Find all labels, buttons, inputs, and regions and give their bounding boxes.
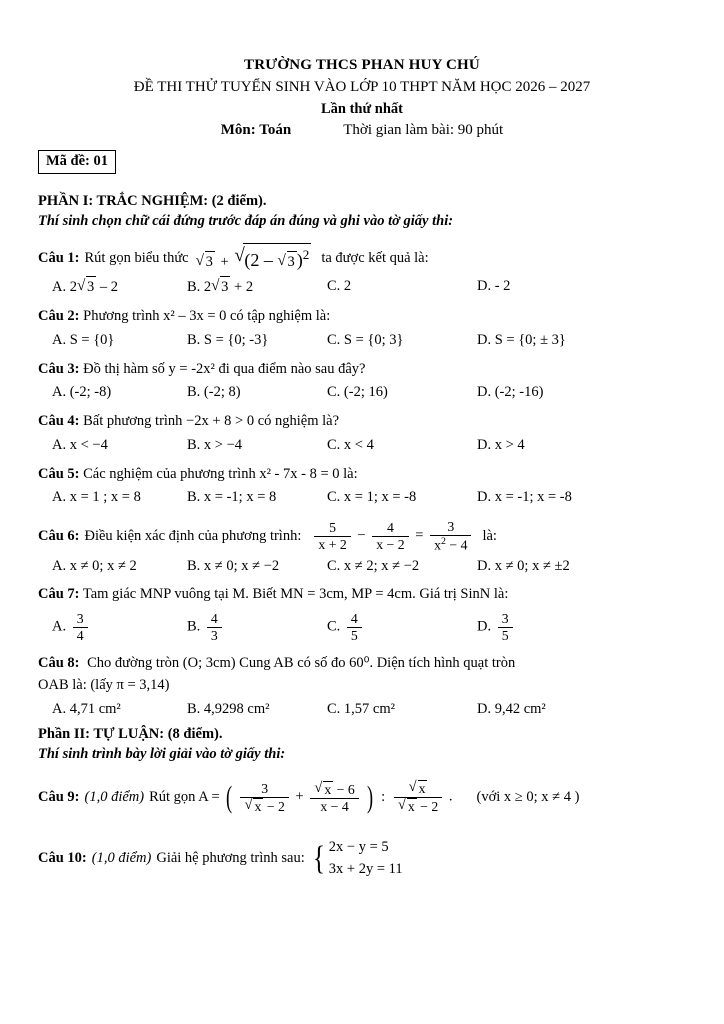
question-6-expression: $\frac{5}{x + 2}$ − $\frac{4}{x - 2}$ = $\frac{3}{x^2 - 4}$ xyxy=(311,519,474,553)
question-9-expression: ( 3 √ x − 2 + √ $\frac{x - 6}{x - 4}$ ) : √ x √ x − 2 . xyxy=(224,780,453,815)
question-3-text: Đồ thị hàm số y = -2x² đi qua điểm nào sau đây? xyxy=(83,360,366,377)
question-9 xyxy=(38,780,686,815)
question-4 xyxy=(38,411,686,433)
question-3 xyxy=(38,359,686,381)
question-8-option-a[interactable]: A. 4,71 cm² xyxy=(52,700,121,717)
question-7-option-b[interactable]: B. $\frac{4}{3}$ xyxy=(187,611,327,644)
question-1-option-d[interactable]: D. - 2 xyxy=(477,278,511,295)
question-6-option-c[interactable]: C. x ≠ 2; x ≠ −2 xyxy=(327,557,420,574)
question-4-option-d[interactable]: D. x > 4 xyxy=(477,436,525,453)
question-3-options xyxy=(38,382,686,404)
question-6-option-b[interactable]: B. x ≠ 0; x ≠ −2 xyxy=(187,557,280,574)
question-6-option-a[interactable]: A. x ≠ 0; x ≠ 2 xyxy=(52,557,137,574)
question-3-option-d[interactable]: D. (-2; -16) xyxy=(477,384,544,401)
duration-label: Thời gian làm bài: 90 phút xyxy=(343,121,504,138)
question-7-options xyxy=(38,608,686,646)
question-7-text: Tam giác MNP vuông tại M. Biết MN = 3cm, MP = 4cm. Giá trị SinN là: xyxy=(82,586,509,603)
question-10-label: Câu 10: xyxy=(38,849,87,866)
question-8-option-c[interactable]: C. 1,57 cm² xyxy=(327,700,395,717)
question-2-label: Câu 2: xyxy=(38,308,80,325)
question-2-option-c[interactable]: C. S = {0; 3} xyxy=(327,331,404,348)
question-6-option-d[interactable]: D. x ≠ 0; x ≠ ±2 xyxy=(477,557,570,574)
question-5-option-b[interactable]: B. x = -1; x = 8 xyxy=(187,489,277,506)
part2-instruction: Thí sinh trình bày lời giải vào tờ giấy thi: xyxy=(38,746,286,763)
question-5-option-c[interactable]: C. x = 1; x = -8 xyxy=(327,489,417,506)
question-5 xyxy=(38,464,686,486)
question-2-option-d[interactable]: D. S = {0; ± 3} xyxy=(477,331,566,348)
question-3-option-c[interactable]: C. (-2; 16) xyxy=(327,384,388,401)
question-5-text: Các nghiệm của phương trình x² - 7x - 8 = 0 là: xyxy=(83,465,358,482)
question-8-text-line2-wrap xyxy=(38,675,686,697)
question-1-option-c[interactable]: C. 2 xyxy=(327,278,352,295)
exam-code: Mã đề: 01 xyxy=(38,150,116,174)
question-8-text-line1: Cho đường tròn (O; 3cm) Cung AB có số đo 60⁰. Diện tích hình quạt tròn xyxy=(87,655,516,672)
question-8-option-d[interactable]: D. 9,42 cm² xyxy=(477,700,546,717)
question-10-text: Giải hệ phương trình sau: xyxy=(156,849,305,866)
question-8-options xyxy=(38,699,686,721)
question-2 xyxy=(38,306,686,328)
question-4-option-b[interactable]: B. x > −4 xyxy=(187,436,243,453)
question-1-options xyxy=(38,276,686,299)
question-8-label: Câu 8: xyxy=(38,655,80,672)
question-2-option-b[interactable]: B. S = {0; -3} xyxy=(187,331,269,348)
question-1-option-b[interactable]: B. 2 √ 3 + 2 xyxy=(187,276,327,299)
system-equation-1: 2x − y = 5 xyxy=(328,838,389,855)
question-1-text-before: Rút gọn biểu thức xyxy=(84,250,189,266)
question-4-option-a[interactable]: A. x < −4 xyxy=(52,436,108,453)
question-1-expression: √ 3 + √ (2 – √ 3 )$^2$ xyxy=(196,243,312,274)
question-7-option-a[interactable]: A. $\frac{3}{4}$ xyxy=(52,611,187,644)
question-3-option-b[interactable]: B. (-2; 8) xyxy=(187,384,241,401)
school-name: TRƯỜNG THCS PHAN HUY CHÚ xyxy=(244,57,480,73)
question-10 xyxy=(38,837,686,881)
question-5-option-d[interactable]: D. x = -1; x = -8 xyxy=(477,489,572,506)
question-9-points: (1,0 điểm) xyxy=(84,788,145,805)
question-1 xyxy=(38,243,686,274)
question-4-label: Câu 4: xyxy=(38,413,80,430)
question-5-label: Câu 5: xyxy=(38,465,80,482)
question-5-options xyxy=(38,487,686,509)
question-6-text-after: là: xyxy=(482,527,497,544)
question-8-option-b[interactable]: B. 4,9298 cm² xyxy=(187,700,270,717)
exam-title: ĐỀ THI THỬ TUYỂN SINH VÀO LỚP 10 THPT NĂM HỌC 2026 – 2027 xyxy=(133,78,591,95)
question-2-options xyxy=(38,330,686,352)
question-7-label: Câu 7: xyxy=(38,586,80,603)
question-2-option-a[interactable]: A. S = {0} xyxy=(52,331,115,348)
part2-title: Phần II: TỰ LUẬN: (8 điểm). xyxy=(38,726,223,743)
question-6-text-before: Điều kiện xác định của phương trình: xyxy=(84,527,302,544)
exam-round: Lần thứ nhất xyxy=(320,100,404,117)
part1-instruction: Thí sinh chọn chữ cái đứng trước đáp án đúng và ghi vào tờ giấy thi: xyxy=(38,213,454,230)
question-1-label: Câu 1: xyxy=(38,250,80,266)
exam-code-wrapper xyxy=(38,141,686,174)
part1-title: PHẦN I: TRẮC NGHIỆM: (2 điểm). xyxy=(38,193,267,210)
question-1-text-after: ta được kết quả là: xyxy=(321,250,429,266)
question-3-option-a[interactable]: A. (-2; -8) xyxy=(52,384,112,401)
question-10-system xyxy=(311,837,403,881)
question-6 xyxy=(38,519,686,553)
question-1-option-a[interactable]: A. 2 √ 3 – 2 xyxy=(52,276,187,299)
subject-duration xyxy=(38,120,686,142)
question-8-text-line2: OAB là: (lấy π = 3,14) xyxy=(38,676,170,693)
system-brace-icon: { xyxy=(312,840,325,878)
question-4-text: Bất phương trình −2x + 8 > 0 có nghiệm là? xyxy=(83,413,340,430)
question-10-points: (1,0 điểm) xyxy=(91,849,152,866)
question-7-option-d[interactable]: D. $\frac{3}{5}$ xyxy=(477,611,516,644)
question-5-option-a[interactable]: A. x = 1 ; x = 8 xyxy=(52,489,141,506)
question-7-option-c[interactable]: C. $\frac{4}{5}$ xyxy=(327,611,477,644)
question-9-label: Câu 9: xyxy=(38,788,80,805)
question-3-label: Câu 3: xyxy=(38,360,80,377)
subject-label: Môn: Toán xyxy=(220,121,292,138)
question-8 xyxy=(38,653,686,675)
question-9-text: Rút gọn A = xyxy=(149,788,220,805)
question-9-condition: (với x ≥ 0; x ≠ 4 ) xyxy=(476,788,580,805)
question-6-label: Câu 6: xyxy=(38,527,80,544)
system-equation-2: 3x + 2y = 11 xyxy=(328,860,403,877)
question-7 xyxy=(38,584,686,606)
question-4-options xyxy=(38,435,686,457)
question-2-text: Phương trình x² – 3x = 0 có tập nghiệm là: xyxy=(83,308,331,325)
question-4-option-c[interactable]: C. x < 4 xyxy=(327,436,374,453)
question-6-options xyxy=(38,556,686,578)
